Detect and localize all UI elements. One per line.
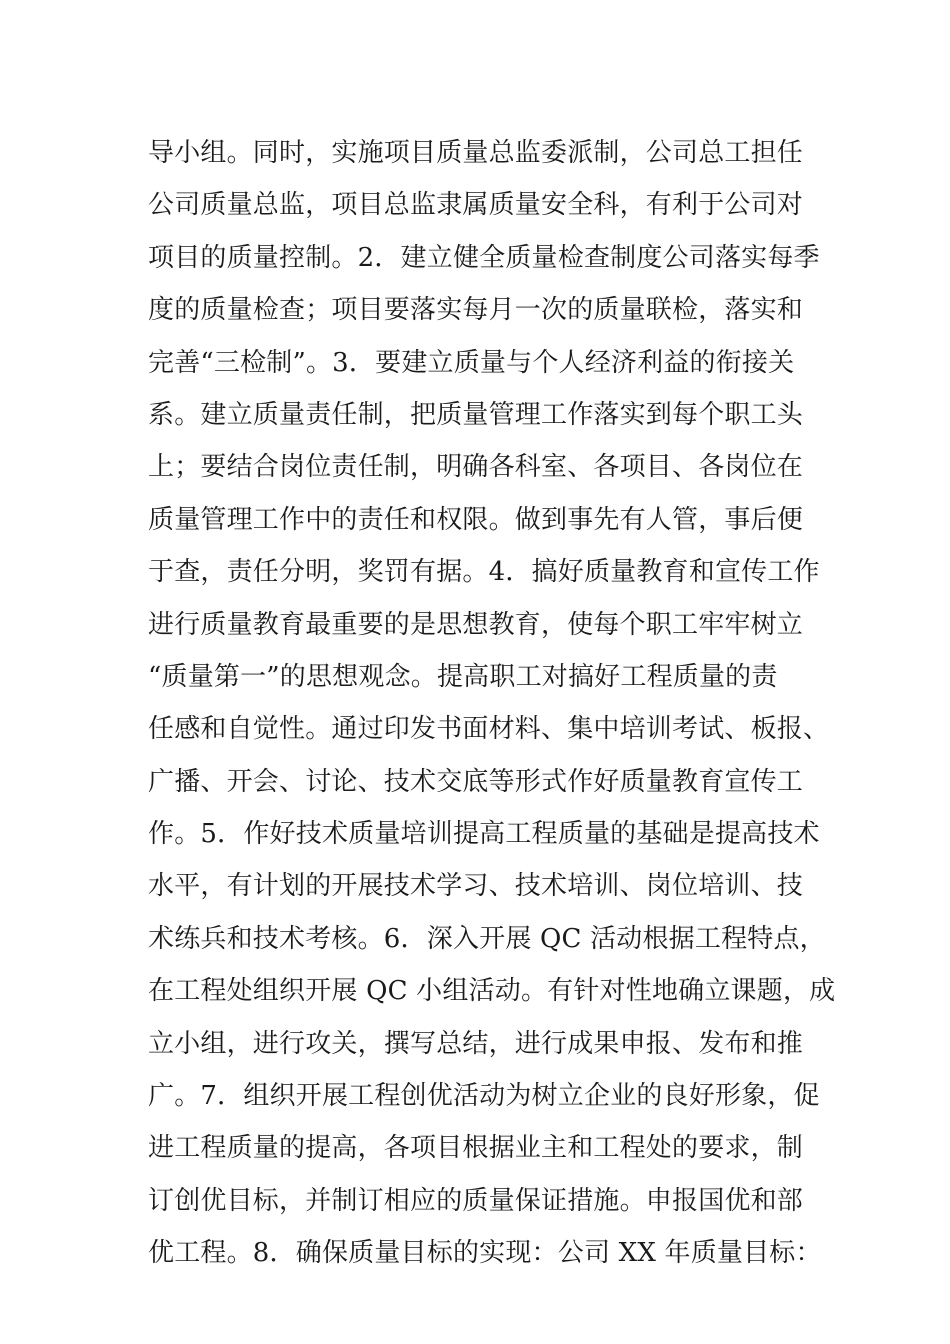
text-line: 进行质量教育最重要的是思想教育，使每个职工牢牢树立	[148, 609, 804, 640]
text-line: 系。建立质量责任制，把质量管理工作落实到每个职工头	[148, 399, 804, 430]
text-line: 导小组。同时，实施项目质量总监委派制，公司总工担任	[148, 138, 804, 168]
text-line: “质量第一”的思想观念。提高职工对搞好工程质量的责	[148, 661, 778, 692]
text-line: 任感和自觉性。通过印发书面材料、集中培训考试、板报、	[148, 714, 830, 745]
text-line: 质量管理工作中的责任和权限。做到事先有人管，事后便	[148, 504, 804, 535]
text-line: 广。7．组织开展工程创优活动为树立企业的良好形象，促	[148, 1081, 820, 1112]
text-line: 立小组，进行攻关，撰写总结，进行成果申报、发布和推	[148, 1028, 804, 1059]
text-line: 上；要结合岗位责任制，明确各科室、各项目、各岗位在	[148, 452, 804, 483]
text-line: 在工程处组织开展 QC 小组活动。有针对性地确立课题，成	[148, 976, 836, 1007]
text-line: 度的质量检查；项目要落实每月一次的质量联检，落实和	[148, 295, 804, 326]
text-line: 订创优目标，并制订相应的质量保证措施。申报国优和部	[148, 1185, 804, 1216]
text-line: 水平，有计划的开展技术学习、技术培训、岗位培训、技	[148, 871, 804, 902]
text-line: 作。5．作好技术质量培训提高工程质量的基础是提高技术	[148, 819, 820, 850]
text-line: 进工程质量的提高，各项目根据业主和工程处的要求，制	[148, 1133, 804, 1164]
text-line: 术练兵和技术考核。6．深入开展 QC 活动根据工程特点，	[148, 923, 826, 954]
text-line: 广播、开会、讨论、技术交底等形式作好质量教育宣传工	[148, 766, 804, 797]
text-line: 项目的质量控制。2．建立健全质量检查制度公司落实每季	[148, 242, 820, 273]
text-line: 于查，责任分明，奖罚有据。4．搞好质量教育和宣传工作	[148, 557, 820, 588]
text-line: 完善“三检制”。3．要建立质量与个人经济利益的衔接关	[148, 347, 795, 378]
text-line: 公司质量总监，项目总监隶属质量安全科，有利于公司对	[148, 190, 804, 221]
body-text	[148, 127, 836, 1280]
text-line: 优工程。8．确保质量目标的实现：公司 XX 年质量目标：	[148, 1238, 822, 1269]
